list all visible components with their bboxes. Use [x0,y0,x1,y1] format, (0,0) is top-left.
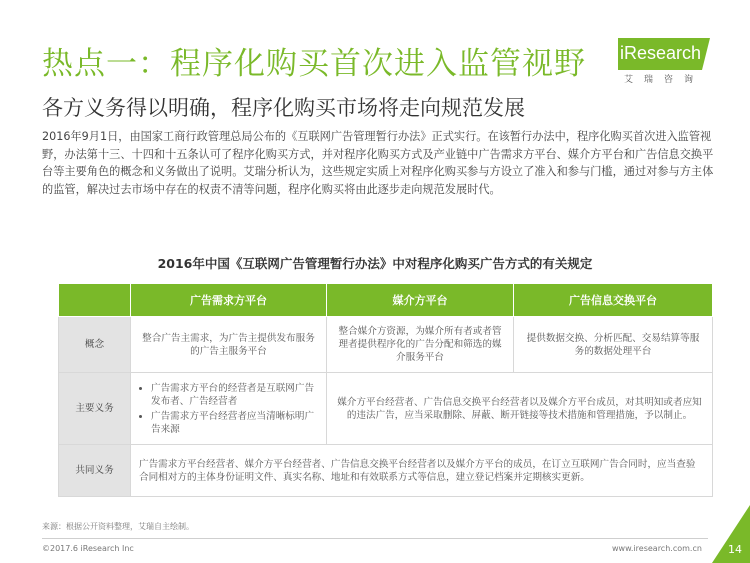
table-caption: 2016年中国《互联网广告管理暂行办法》中对程序化购买广告方式的有关规定 [157,256,593,271]
duty-dsp-list [139,382,318,436]
intro-paragraph: 2016年9月1日，由国家工商行政管理总局公布的《互联网广告管理暂行办法》正式实行。在该暂行办法中，程序化购买首次进入监管视野，办法第十三、十四和十五条认可了程序化购买方式，并对程序化购买方式及产业链中广告需求方平台、媒介方平台和广告信息交换平台等主要角色的概念和义务做出了说明。艾瑞分析认为，这些规定实质上对程序化购买参与方设立了准入和参与门槛，通过对参与方主体的监管，解决过去市场中存在的权责不清等问题，程序化购买将由此逐步走向规范发展时代。 [42,130,714,196]
concept-ssp: 整合媒介方资源，为媒介所有者或者管理者提供程序化的广告分配和筛选的媒介服务平台 [327,317,514,373]
logo-subtext: 艾瑞咨询 [624,75,705,85]
logo-text: iResearch [620,43,702,63]
table-header-row [59,284,713,317]
table-corner-cell [59,284,131,317]
page-title: 热点一：程序化购买首次进入监管视野 [42,46,586,82]
header-adx: 广告信息交换平台 [514,284,713,317]
concept-adx: 提供数据交换、分析匹配、交易结算等服务的数据处理平台 [514,317,713,373]
row-label-concept: 概念 [59,317,131,373]
source-note: 来源：根据公开资料整理，艾瑞自主绘制。 [42,522,194,531]
row-label-duty: 主要义务 [59,373,131,445]
iresearch-logo [618,38,710,86]
concept-dsp: 整合广告主需求，为广告主提供发布服务的广告主服务平台 [131,317,327,373]
table-row-concept [59,317,713,373]
table-row-duty [59,373,713,445]
page-subtitle: 各方义务得以明确，程序化购买市场将走向规范发展 [42,96,525,120]
row-label-common: 共同义务 [59,445,131,497]
duty-dsp [131,373,327,445]
copyright: ©2017.6 iResearch Inc [42,544,134,553]
header-ssp: 媒介方平台 [327,284,514,317]
list-item: • 广告需求方平台的经营者是互联网广告发布者、广告经营者 [151,382,318,408]
common-duty: 广告需求方平台经营者、媒介方平台经营者、广告信息交换平台经营者以及媒介方平台的成员，在订立互联网广告合同时，应当查验合同相对方的主体身份证明文件、真实名称、地址和有效联系方式等信息，建立登记档案并定期核实更新。 [131,445,713,497]
page-number: 14 [728,543,742,556]
website-url[interactable]: www.iresearch.com.cn [612,544,702,553]
table-row-common [59,445,713,497]
header-dsp: 广告需求方平台 [131,284,327,317]
footer-divider [42,538,708,539]
duty-ssp-adx: 媒介方平台经营者、广告信息交换平台经营者以及媒介方平台成员，对其明知或者应知的违法广告，应当采取删除、屏蔽、断开链接等技术措施和管理措施，予以制止。 [327,373,713,445]
regulation-table [58,283,713,497]
list-item: • 广告需求方平台经营者应当清晰标明广告来源 [151,410,318,436]
